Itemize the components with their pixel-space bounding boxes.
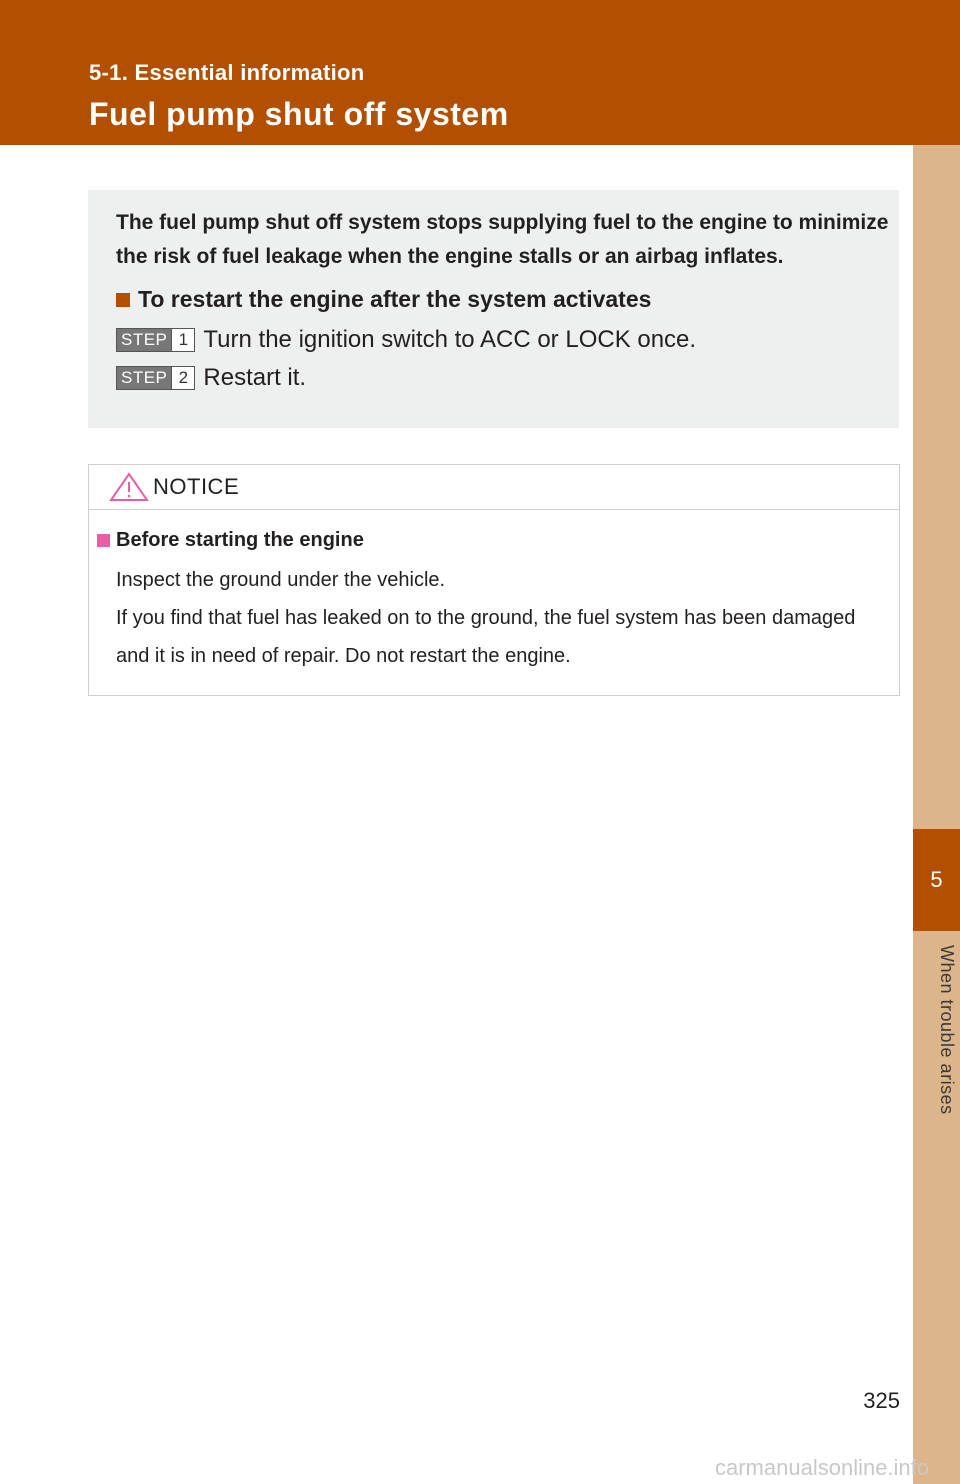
square-bullet-icon [116, 293, 130, 307]
step-1-text: Turn the ignition switch to ACC or LOCK once. [203, 326, 697, 353]
chapter-number: 5 [913, 829, 960, 931]
step-2 [116, 364, 306, 392]
pink-square-bullet-icon [97, 534, 110, 547]
notice-subheading-text: Before starting the engine [116, 529, 364, 551]
intro-line-2: the risk of fuel leakage when the engine stalls or an airbag inflates. [116, 245, 784, 268]
chapter-name: When trouble arises [937, 945, 957, 1115]
step-1-number: 1 [171, 329, 194, 351]
step-1-label: STEP [117, 329, 171, 351]
warning-triangle-icon [109, 472, 149, 502]
step-2-text: Restart it. [203, 364, 307, 391]
step-1-badge [116, 328, 195, 352]
restart-subheading [116, 286, 651, 313]
notice-line-1: Inspect the ground under the vehicle. [116, 569, 446, 591]
intro-line-1: The fuel pump shut off system stops supplying fuel to the engine to minimize [116, 211, 889, 234]
step-2-number: 2 [171, 367, 194, 389]
section-label: 5-1. Essential information [89, 60, 365, 85]
info-box [88, 190, 899, 428]
side-tab [913, 145, 960, 1484]
notice-box [88, 464, 900, 696]
notice-line-2: If you find that fuel has leaked on to the ground, the fuel system has been damaged [116, 607, 856, 629]
notice-line-3: and it is in need of repair. Do not restart the engine. [116, 645, 571, 667]
page-header [0, 0, 960, 145]
watermark: carmanualsonline.info [715, 1455, 930, 1480]
intro-text [116, 206, 896, 274]
notice-title: NOTICE [153, 474, 240, 499]
page-title: Fuel pump shut off system [89, 96, 509, 132]
notice-header [89, 465, 899, 510]
step-2-badge [116, 366, 195, 390]
page-number: 325 [863, 1388, 900, 1413]
notice-subheading [97, 529, 364, 552]
step-1 [116, 326, 696, 354]
restart-subheading-text: To restart the engine after the system activates [138, 286, 652, 312]
step-2-label: STEP [117, 367, 171, 389]
